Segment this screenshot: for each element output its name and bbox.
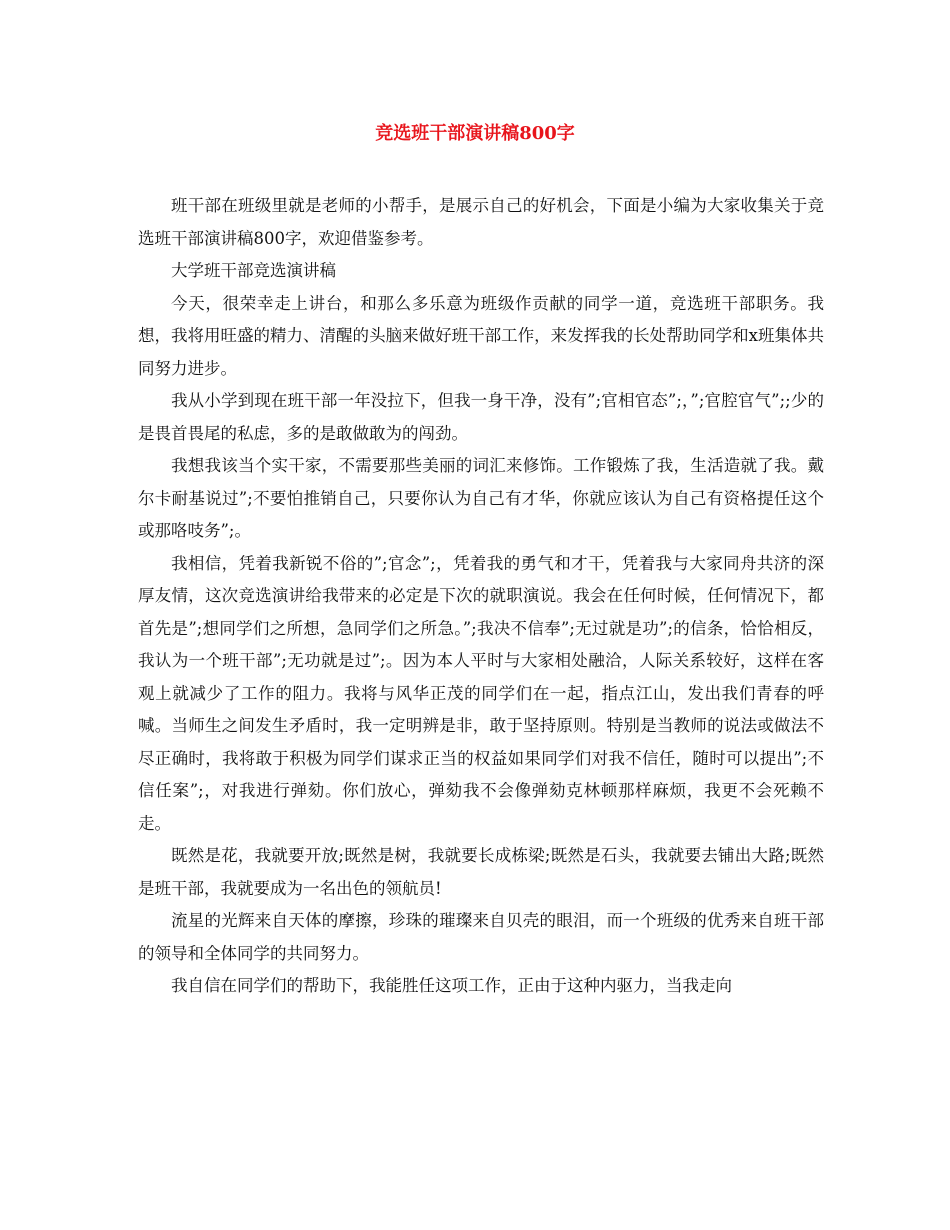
section-heading: 大学班干部竞选演讲稿: [171, 261, 336, 280]
body-paragraph: 我想我该当个实干家，不需要那些美丽的词汇来修饰。工作锻炼了我，生活造就了我。戴尔卡耐基说过”;不要怕推销自己，只要你认为自己有才华，你就应该认为自己有资格提任这个或那咯吱务”;。: [138, 456, 824, 540]
body-paragraph: 我相信，凭着我新锐不俗的”;官念”;，凭着我的勇气和才干，凭着我与大家同舟共济的深厚友情，这次竞选演讲给我带来的必定是下次的就职演说。我会在任何时候，任何情况下，都首先是”;想同学们之所想，急同学们之所急。”;我决不信奉”;无过就是功”;的信条，恰恰相反，我认为一个班干部”;无功就是过”;。因为本人平时与大家相处融洽，人际关系较好，这样在客观上就减少了工作的阻力。我将与风华正茂的同学们在一起，指点江山，发出我们青春的呼喊。当师生之间发生矛盾时，我一定明辨是非，敢于坚持原则。特别是当教师的说法或做法不尽正确时，我将敢于积极为同学们谋求正当的权益如果同学们对我不信任，随时可以提出”;不信任案”;，对我进行弹劾。你们放心，弹劾我不会像弹劾克林顿那样麻烦，我更不会死赖不走。: [138, 553, 824, 833]
intro-paragraph: 班干部在班级里就是老师的小帮手，是展示自己的好机会，下面是小编为大家收集关于竞选班干部演讲稿800字，欢迎借鉴参考。: [138, 196, 824, 248]
document-body: [138, 190, 824, 1003]
document-title: 竞选班干部演讲稿800字: [375, 123, 575, 144]
body-paragraph: 今天，很荣幸走上讲台，和那么多乐意为班级作贡献的同学一道，竞选班干部职务。我想，我将用旺盛的精力、清醒的头脑来做好班干部工作，来发挥我的长处帮助同学和x班集体共同努力进步。: [138, 293, 824, 378]
body-paragraph: 流星的光辉来自天体的摩擦，珍珠的璀璨来自贝壳的眼泪，而一个班级的优秀来自班干部的领导和全体同学的共同努力。: [138, 911, 824, 963]
body-paragraph: 我自信在同学们的帮助下，我能胜任这项工作，正由于这种内驱力，当我走向: [171, 976, 732, 995]
body-paragraph: 既然是花，我就要开放;既然是树，我就要长成栋梁;既然是石头，我就要去铺出大路;既然是班干部，我就要成为一名出色的领航员!: [138, 846, 824, 898]
body-paragraph: 我从小学到现在班干部一年没拉下，但我一身干净，没有”;官相官态”;，”;官腔官气”;;少的是畏首畏尾的私虑，多的是敢做敢为的闯劲。: [138, 391, 824, 443]
